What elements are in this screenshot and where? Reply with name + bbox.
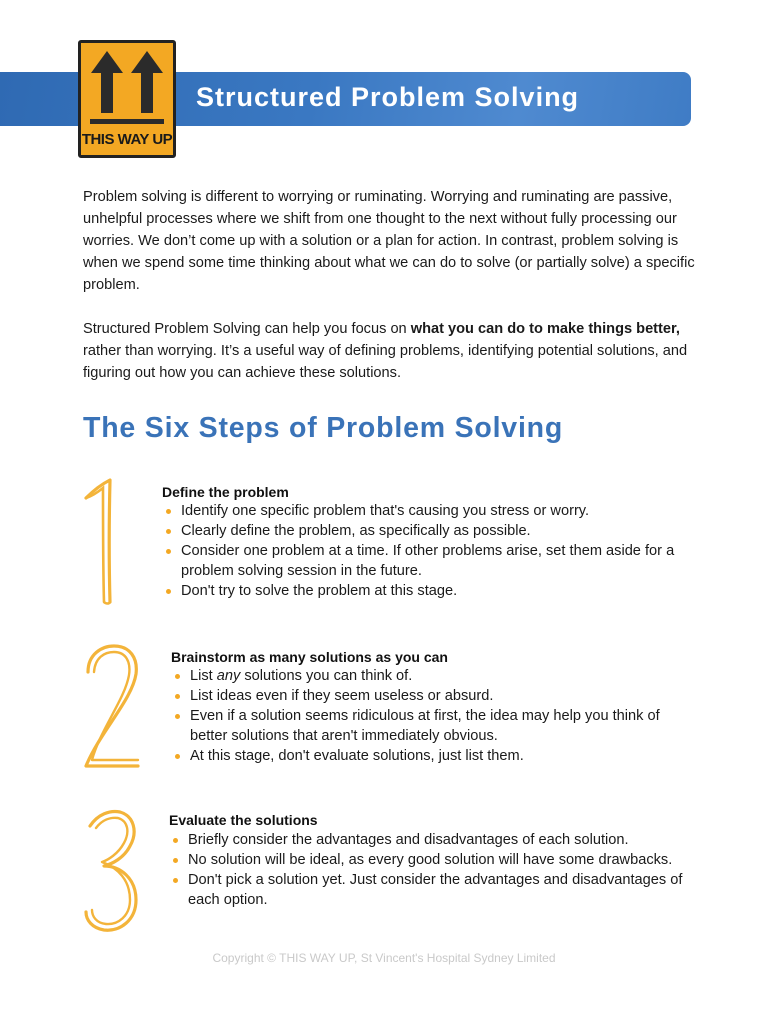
logo-text: THIS WAY UP (81, 131, 173, 148)
this-way-up-logo (78, 40, 176, 158)
list-item: No solution will be ideal, as every good solution will have some drawbacks. (169, 850, 701, 870)
step-number-3-icon (80, 806, 142, 936)
step-3-list (169, 830, 701, 910)
copyright-footer: Copyright © THIS WAY UP, St Vincent's Hospital Sydney Limited (212, 951, 556, 965)
intro-paragraph-1: Problem solving is different to worrying or ruminating. Worrying and ruminating are passive, unhelpful processes where we shift from one thought to the next without fully processing our worries. We don’t come up with a solution or a plan for action. In contrast, problem solving is when we spend some time thinking about what we can do to solve (or partially solve) a specific problem. (83, 189, 695, 293)
list-item: Identify one specific problem that's causing you stress or worry. (162, 501, 702, 521)
step-3-title: Evaluate the solutions (169, 812, 318, 828)
step-1-title: Define the problem (162, 484, 289, 500)
intro-paragraph-2: Structured Problem Solving can help you focus on what you can do to make things better, rather than worrying. It’s a useful way of defining problems, identifying potential solutions, and figuring out how you can achieve these solutions. (83, 321, 688, 381)
step-1-list (162, 501, 702, 601)
section-heading: The Six Steps of Problem Solving (83, 412, 564, 444)
page-title: Structured Problem Solving (196, 82, 580, 112)
list-item: Briefly consider the advantages and disadvantages of each solution. (169, 830, 701, 850)
list-item: Clearly define the problem, as specifically as possible. (162, 521, 702, 541)
list-item: Don't pick a solution yet. Just consider the advantages and disadvantages of each option. (169, 870, 701, 910)
list-item: Consider one problem at a time. If other problems arise, set them aside for a problem solving session in the future. (162, 541, 702, 581)
list-item: List ideas even if they seem useless or absurd. (171, 686, 701, 706)
step-number-1-icon (80, 476, 130, 608)
list-item: At this stage, don't evaluate solutions, just list them. (171, 746, 701, 766)
list-item: List any solutions you can think of. (171, 666, 701, 686)
emphasis-text: what you can do to make things better, (410, 321, 680, 337)
list-item: Even if a solution seems ridiculous at first, the idea may help you think of better solutions that aren't immediately obvious. (171, 706, 701, 746)
step-2-title: Brainstorm as many solutions as you can (171, 649, 448, 665)
step-2-list (171, 666, 701, 766)
step-number-2-icon (80, 642, 142, 772)
list-item: Don't try to solve the problem at this stage. (162, 581, 702, 601)
